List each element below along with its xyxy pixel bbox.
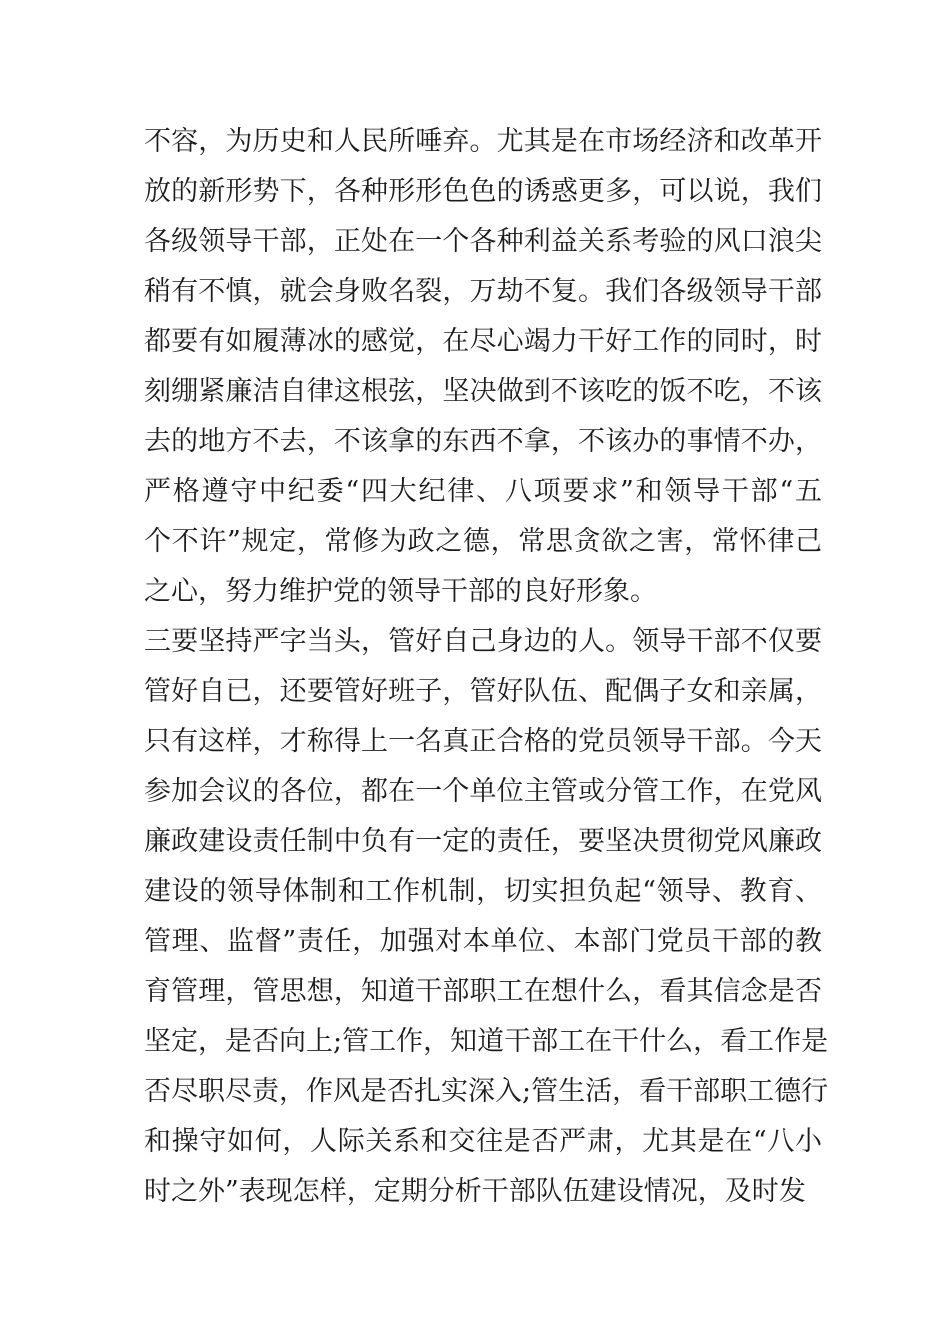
text-line: 不容，为历史和人民所唾弃。尤其是在市场经济和改革开	[144, 126, 822, 157]
text-line: 之心，努力维护党的领导干部的良好形象。	[144, 576, 657, 607]
text-line: 各级领导干部，正处在一个各种利益关系考验的风口浪尖	[144, 226, 822, 257]
text-line: 三要坚持严字当头，管好自己身边的人。领导干部不仅要	[144, 626, 822, 657]
text-line: 时之外”表现怎样，定期分析干部队伍建设情况，及时发	[144, 1176, 806, 1207]
document-text	[144, 117, 829, 1217]
text-line: 管好自已，还要管好班子，管好队伍、配偶子女和亲属，	[144, 676, 822, 707]
text-line: 严格遵守中纪委“四大纪律、八项要求”和领导干部“五	[144, 476, 822, 507]
text-line: 去的地方不去，不该拿的东西不拿，不该办的事情不办，	[144, 426, 822, 457]
text-line: 刻绷紧廉洁自律这根弦，坚决做到不该吃的饭不吃，不该	[144, 376, 822, 407]
text-line: 放的新形势下，各种形形色色的诱惑更多，可以说，我们	[144, 176, 822, 207]
text-line: 廉政建设责任制中负有一定的责任，要坚决贯彻党风廉政	[144, 826, 822, 857]
text-line: 育管理，管思想，知道干部职工在想什么，看其信念是否	[144, 976, 822, 1007]
text-line: 个不许”规定，常修为政之德，常思贪欲之害，常怀律己	[144, 526, 822, 557]
text-line: 只有这样，才称得上一名真正合格的党员领导干部。今天	[144, 726, 822, 757]
text-line: 稍有不慎，就会身败名裂，万劫不复。我们各级领导干部	[144, 276, 822, 307]
text-line: 都要有如履薄冰的感觉，在尽心竭力干好工作的同时，时	[144, 326, 822, 357]
text-line: 管理、监督”责任，加强对本单位、本部门党员干部的教	[144, 926, 822, 957]
paragraph-1	[144, 117, 822, 617]
text-line: 坚定，是否向上;管工作，知道干部工在干什么，看工作是	[144, 1026, 829, 1057]
text-line: 建设的领导体制和工作机制，切实担负起“领导、教育、	[144, 876, 822, 907]
text-line: 和操守如何，人际关系和交往是否严肃，尤其是在“八小	[144, 1126, 822, 1157]
text-line: 否尽职尽责，作风是否扎实深入;管生活，看干部职工德行	[144, 1076, 829, 1107]
text-line: 参加会议的各位，都在一个单位主管或分管工作，在党风	[144, 776, 822, 807]
paragraph-2	[144, 617, 829, 1217]
